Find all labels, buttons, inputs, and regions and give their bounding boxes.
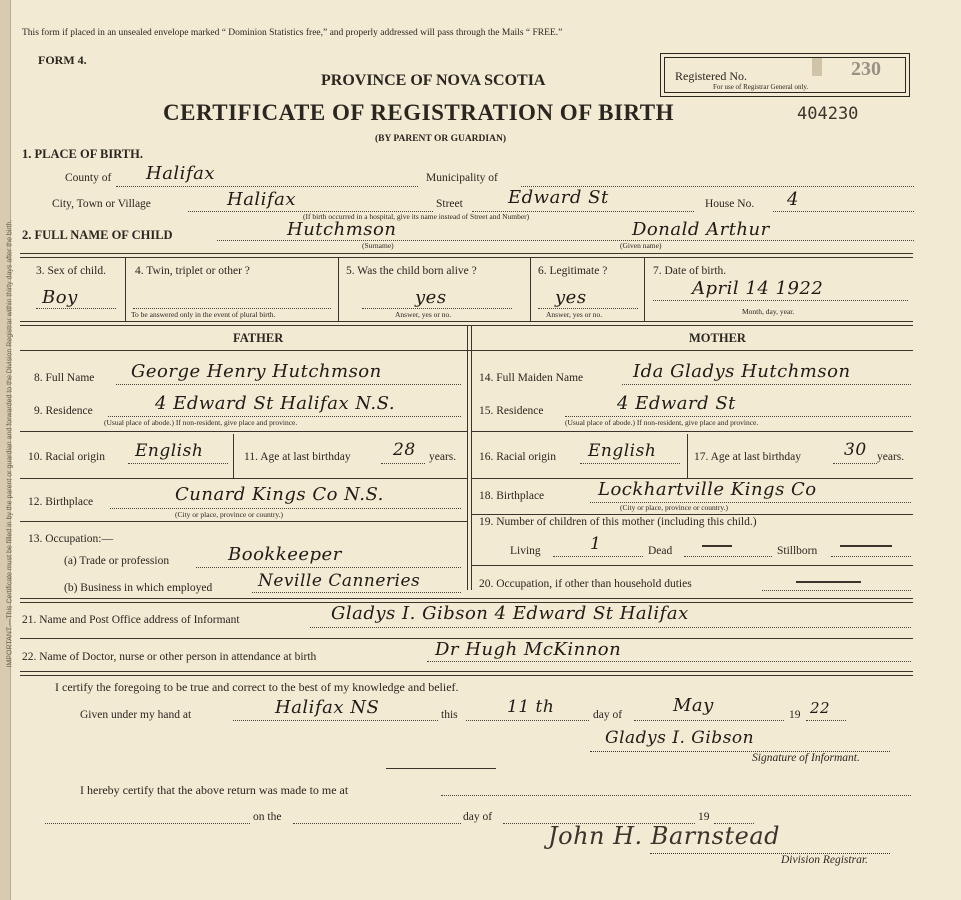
house-value: 4 [787,189,799,210]
father-residence-caption: (Usual place of abode.) If non-resident, give place and province. [104,418,298,427]
county-value: Halifax [146,163,215,184]
mother-residence: 4 Edward St [617,393,736,414]
mother-children-label: 19. Number of children of this mother (including this child.) [479,516,757,528]
alive-label: 5. Was the child born alive ? [346,265,477,277]
mother-racial: English [588,441,657,461]
registrar-signature: John H. Barnstead [548,822,781,850]
mother-age-label: 17. Age at last birthday [694,451,801,463]
legitimate-value: yes [555,287,587,308]
stillborn-label: Stillborn [777,545,818,557]
mother-birthplace: Lockhartville Kings Co [598,479,817,500]
birthdate-caption: Month, day, year. [742,307,795,316]
informant-value: Gladys I. Gibson 4 Edward St Halifax [331,603,689,624]
child-given-name: Donald Arthur [632,219,770,240]
doctor-value: Dr Hugh McKinnon [435,639,622,660]
municipality-label: Municipality of [426,172,498,184]
this-label: this [441,709,458,721]
county-label: County of [65,172,112,184]
mother-name-label: 14. Full Maiden Name [479,372,584,384]
mother-residence-label: 15. Residence [479,405,544,417]
registered-number-box [660,53,910,97]
mother-age: 30 [844,440,867,460]
certify-year-prefix: 19 [789,709,801,721]
legitimate-caption: Answer, yes or no. [546,310,603,319]
certify-day: 11 th [507,697,555,717]
doctor-label: 22. Name of Doctor, nurse or other person in attendance at birth [22,651,317,663]
mother-years: years. [877,451,905,463]
legitimate-label: 6. Legitimate ? [538,265,608,277]
page-subtitle: (BY PARENT OR GUARDIAN) [375,134,506,144]
registrar-year-prefix: 19 [698,811,710,823]
registered-note: For use of Registrar General only. [713,83,809,91]
father-business: Neville Canneries [258,571,421,591]
child-name-label: 2. FULL NAME OF CHILD [22,228,173,242]
father-racial-label: 10. Racial origin [28,451,105,463]
father-age: 28 [393,440,416,460]
stamp-number: 404230 [797,104,859,124]
father-trade-label: (a) Trade or profession [64,555,170,567]
father-racial: English [135,441,204,461]
page-title: CERTIFICATE OF REGISTRATION OF BIRTH [163,100,674,125]
form-number: FORM 4. [38,53,87,67]
father-residence: 4 Edward St Halifax N.S. [155,393,396,414]
alive-value: yes [415,287,447,308]
province-heading: PROVINCE OF NOVA SCOTIA [321,72,546,89]
informant-signature: Gladys I. Gibson [605,728,755,748]
hospital-note: (If birth occurred in a hospital, give its name instead of Street and Number) [303,212,530,221]
city-value: Halifax [227,189,296,210]
sex-label: 3. Sex of child. [36,265,106,277]
given-under-label: Given under my hand at [80,709,192,721]
house-label: House No. [705,198,755,210]
informant-sig-caption: Signature of Informant. [752,752,860,764]
birthdate-label: 7. Date of birth. [653,265,727,277]
father-birthplace-caption: (City or place, province or country.) [175,510,284,519]
reg-stamp-mark [812,58,822,76]
birthdate-value: April 14 1922 [692,278,824,299]
registered-number: 230 [851,58,881,80]
mother-birthplace-caption: (City or place, province or country.) [620,503,729,512]
father-occupation-label: 13. Occupation:— [28,533,113,545]
registrar-caption: Division Registrar. [781,854,868,866]
street-value: Edward St [508,187,609,208]
mother-occupation-label: 20. Occupation, if other than household duties [479,578,692,590]
mother-birthplace-label: 18. Birthplace [479,490,545,502]
father-birthplace: Cunard Kings Co N.S. [175,484,384,505]
child-surname: Hutchmson [287,219,397,240]
dead-label: Dead [648,545,673,557]
certify-statement: I certify the foregoing to be true and correct to the best of my knowledge and belief. [55,680,459,694]
given-caption: (Given name) [620,241,662,250]
mother-racial-label: 16. Racial origin [479,451,556,463]
surname-caption: (Surname) [362,241,394,250]
registered-label: Registered No. [675,69,747,83]
certify-day-of-label: day of [593,709,623,721]
father-age-label: 11. Age at last birthday [244,451,351,463]
mail-notice: This form if placed in an unsealed envelope marked “ Dominion Statistics free,” and properly addressed will pass through the Mails “ FREE.” [22,28,563,38]
mother-heading: MOTHER [689,331,746,345]
certify-year: 22 [810,699,831,717]
registrar-day-of-label: day of [463,811,493,823]
father-birthplace-label: 12. Birthplace [28,496,94,508]
place-heading: 1. PLACE OF BIRTH. [22,147,143,161]
living-value: 1 [590,534,602,554]
twin-label: 4. Twin, triplet or other ? [135,265,250,277]
father-years: years. [429,451,457,463]
side-note: IMPORTANT.—This Certificate must be filled in by the parent or guardian and forwarded to the Division Registrar within thirty days after the birth. [6,219,14,668]
father-trade: Bookkeeper [228,544,342,565]
father-residence-label: 9. Residence [34,405,93,417]
certify-place: Halifax NS [275,697,380,718]
living-label: Living [510,545,541,557]
registrar-statement: I hereby certify that the above return was made to me at [80,783,349,797]
certify-month: May [673,695,714,716]
father-name: George Henry Hutchmson [131,361,382,382]
alive-caption: Answer, yes or no. [395,310,452,319]
father-heading: FATHER [233,331,284,345]
twin-note: To be answered only in the event of plural birth. [131,310,276,319]
street-label: Street [436,198,463,210]
city-label: City, Town or Village [52,198,151,210]
mother-name: Ida Gladys Hutchmson [633,361,851,382]
registrar-on-label: on the [253,811,282,823]
informant-label: 21. Name and Post Office address of Informant [22,614,240,626]
father-business-label: (b) Business in which employed [64,582,213,594]
mother-residence-caption: (Usual place of abode.) If non-resident, give place and province. [565,418,759,427]
father-name-label: 8. Full Name [34,372,95,384]
sex-value: Boy [42,287,78,308]
